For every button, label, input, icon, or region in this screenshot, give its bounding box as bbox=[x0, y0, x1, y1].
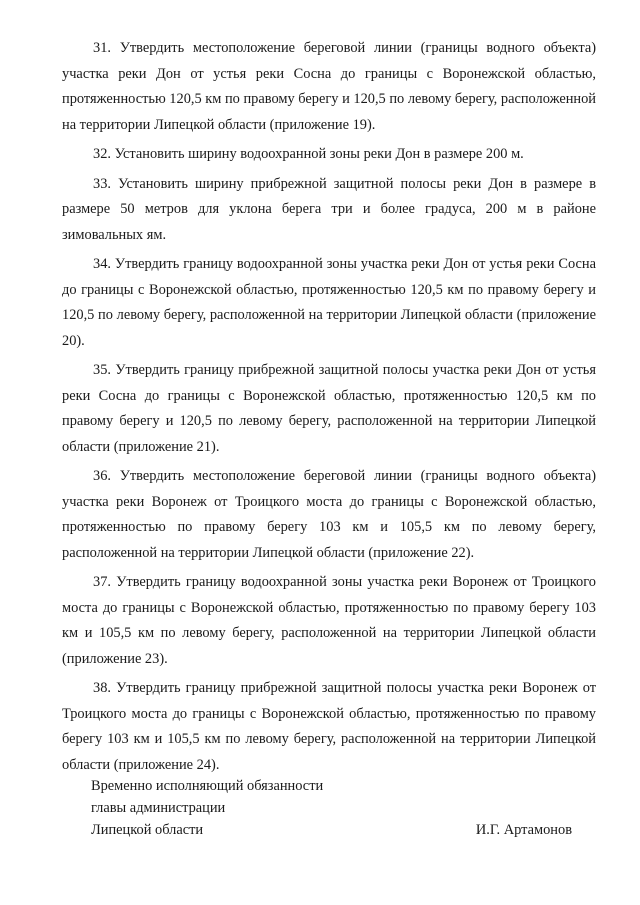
signature-position-line-3: Липецкой области bbox=[91, 822, 204, 838]
paragraph-34: 34. Утвердить границу водоохранной зоны участка реки Дон от устья реки Сосна до границы с Воронежской областью, протяженностью 120,5 км по правому берегу и 120,5 по левому берегу, расположенной на территории Липецкой области (приложение 20). bbox=[62, 256, 596, 349]
paragraph-35: 35. Утвердить границу прибрежной защитной полосы участка реки Дон от устья реки Сосна до границы с Воронежской областью, протяженностью 120,5 км по правому берегу и 120,5 по левому берегу, расположенной на территории Липецкой области (приложение 21). bbox=[62, 362, 596, 455]
signature-position-line-1: Временно исполняющий обязанности bbox=[91, 778, 324, 794]
paragraph-32: 32. Установить ширину водоохранной зоны реки Дон в размере 200 м. bbox=[93, 146, 524, 162]
signatory-name: И.Г. Артамонов bbox=[475, 822, 572, 838]
paragraph-38: 38. Утвердить границу прибрежной защитной полосы участка реки Воронеж от Троицкого моста до границы с Воронежской областью, протяженностью по правому берегу 103 км и 105,5 км по левому берегу, расположенной на территории Липецкой области (приложение 24). bbox=[62, 680, 596, 773]
paragraph-31: 31. Утвердить местоположение береговой линии (границы водного объекта) участка реки Дон от устья реки Сосна до границы с Воронежской областью, протяженностью 120,5 км по правому берегу и 120,5 по левому берегу, расположенной на территории Липецкой области (приложение 19). bbox=[62, 40, 597, 133]
signature-block bbox=[91, 775, 596, 841]
document-body bbox=[62, 36, 596, 782]
paragraph-36: 36. Утвердить местоположение береговой линии (границы водного объекта) участка реки Воронеж от Троицкого моста до границы с Воронежской областью, протяженностью по правому берегу 103 км и 105,5 км по левому берегу, расположенной на территории Липецкой области (приложение 22). bbox=[62, 468, 596, 561]
paragraph-37: 37. Утвердить границу водоохранной зоны участка реки Воронеж от Троицкого моста до границы с Воронежской областью, протяженностью по правому берегу 103 км и 105,5 км по левому берегу, расположенной на территории Липецкой области (приложение 23). bbox=[62, 574, 596, 667]
signature-position-line-2: главы администрации bbox=[91, 800, 226, 816]
paragraph-33: 33. Установить ширину прибрежной защитной полосы реки Дон в размере в размере 50 метров для уклона берега три и более градуса, 200 м в районе зимовальных ям. bbox=[62, 175, 596, 243]
